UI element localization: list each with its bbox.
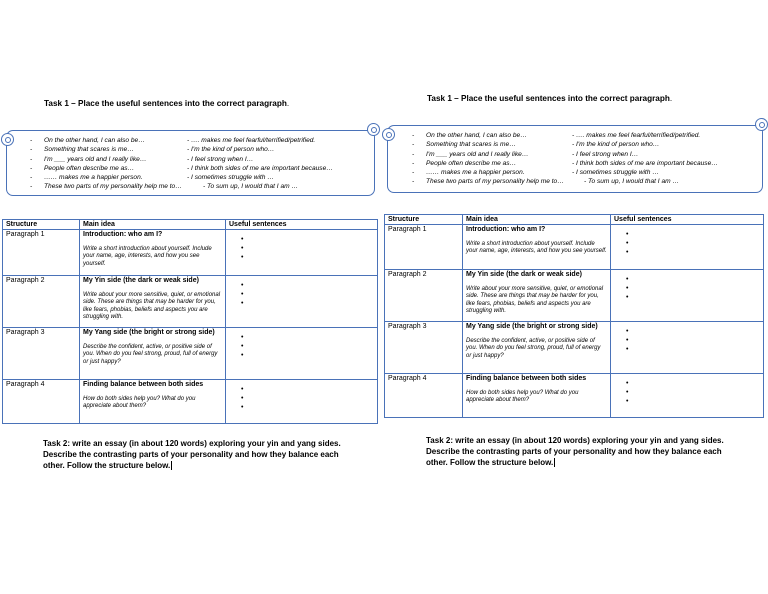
table-row: [3, 380, 378, 424]
header-main-idea: Main idea: [80, 220, 226, 230]
table-row: [385, 270, 764, 322]
scroll-curl-icon: [755, 118, 768, 131]
sentences-cell[interactable]: [226, 380, 378, 424]
table-header-row: [3, 220, 378, 230]
sentences-cell[interactable]: [226, 230, 378, 276]
structure-cell: Paragraph 2: [385, 270, 463, 322]
task2-instructions-right: Task 2: write an essay (in about 120 words) exploring your yin and yang sides. Describe the contrasting parts of your personality and how they balance each other. Follow the structure below.: [426, 436, 724, 467]
structure-cell: Paragraph 3: [385, 322, 463, 374]
structure-cell: Paragraph 1: [3, 230, 80, 276]
main-idea-cell: Finding balance between both sides How do both sides help you? What do you appreciate about them?: [80, 380, 226, 424]
table-row: [385, 225, 764, 270]
sentences-cell[interactable]: [611, 225, 764, 270]
structure-cell: Paragraph 1: [385, 225, 463, 270]
header-structure: Structure: [385, 215, 463, 225]
text-cursor: [554, 458, 555, 467]
header-structure: Structure: [3, 220, 80, 230]
main-idea-cell: Introduction: who am I? Write a short introduction about yourself. Include your name, age, interests, and how you see yourself.: [463, 225, 611, 270]
structure-table-left: [2, 219, 378, 424]
task1-heading-left: Task 1 – Place the useful sentences into the correct paragraph.: [44, 99, 290, 108]
text-cursor: [171, 461, 172, 470]
structure-cell: Paragraph 2: [3, 276, 80, 328]
header-useful-sentences: Useful sentences: [611, 215, 764, 225]
table-row: [3, 276, 378, 328]
main-idea-cell: My Yin side (the dark or weak side) Write about your more sensitive, quiet, or emotional side. These are things that may be harder for you, like fears, phobias, beliefs and aspects you are struggling with.: [80, 276, 226, 328]
structure-table-right: [384, 214, 764, 418]
header-useful-sentences: Useful sentences: [226, 220, 378, 230]
main-idea-cell: My Yang side (the bright or strong side) Describe the confident, active, or positive side of you. When do you feel strong, proud, full of energy or just happy?: [80, 328, 226, 380]
main-idea-cell: My Yin side (the dark or weak side) Write about your more sensitive, quiet, or emotional side. These are things that may be harder for you, like fears, phobias, beliefs and aspects you are struggling with.: [463, 270, 611, 322]
task2-instructions-left: Task 2: write an essay (in about 120 words) exploring your yin and yang sides. Describe the contrasting parts of your personality and how they balance each other. Follow the structure below.: [43, 439, 341, 470]
scroll-curl-icon: [1, 133, 14, 146]
scroll-curl-icon: [367, 123, 380, 136]
structure-cell: Paragraph 3: [3, 328, 80, 380]
sentences-cell[interactable]: [611, 322, 764, 374]
task1-heading-right: Task 1 – Place the useful sentences into the correct paragraph.: [427, 94, 673, 103]
sentences-cell[interactable]: [611, 270, 764, 322]
sentences-cell[interactable]: [611, 374, 764, 418]
phrase-list-left: - On the other hand, I can also be… - …. makes me feel fearful/terrified/petrified. - Something that scares is me… - I'm the kind of person who… - I'm ___ years old and I really like… - I feel strong when I… - People often describe me as… - I think both sides of me are important because… - …… makes me a happier person. - I sometimes struggle with … - These two parts of my personality help me to… - To sum up, I would that I am …: [30, 137, 333, 191]
scroll-curl-icon: [382, 128, 395, 141]
header-main-idea: Main idea: [463, 215, 611, 225]
phrase-list-right: - On the other hand, I can also be… - …. makes me feel fearful/terrified/petrified. - Something that scares is me… - I'm the kind of person who… - I'm ___ years old and I really like… - I feel strong when I… - People often describe me as… - I think both sides of me are important because… - …… makes me a happier person. - I sometimes struggle with … - These two parts of my personality help me to… - To sum up, I would that I am …: [412, 132, 718, 186]
table-row: [385, 322, 764, 374]
table-row: [3, 328, 378, 380]
main-idea-cell: My Yang side (the bright or strong side) Describe the confident, active, or positive side of you. When do you feel strong, proud, full of energy or just happy?: [463, 322, 611, 374]
sentences-cell[interactable]: [226, 276, 378, 328]
main-idea-cell: Finding balance between both sides How do both sides help you? What do you appreciate about them?: [463, 374, 611, 418]
table-row: [3, 230, 378, 276]
table-row: [385, 374, 764, 418]
main-idea-cell: Introduction: who am I? Write a short introduction about yourself. Include your name, age, interests, and how you see yourself.: [80, 230, 226, 276]
structure-cell: Paragraph 4: [3, 380, 80, 424]
sentences-cell[interactable]: [226, 328, 378, 380]
structure-cell: Paragraph 4: [385, 374, 463, 418]
table-header-row: [385, 215, 764, 225]
